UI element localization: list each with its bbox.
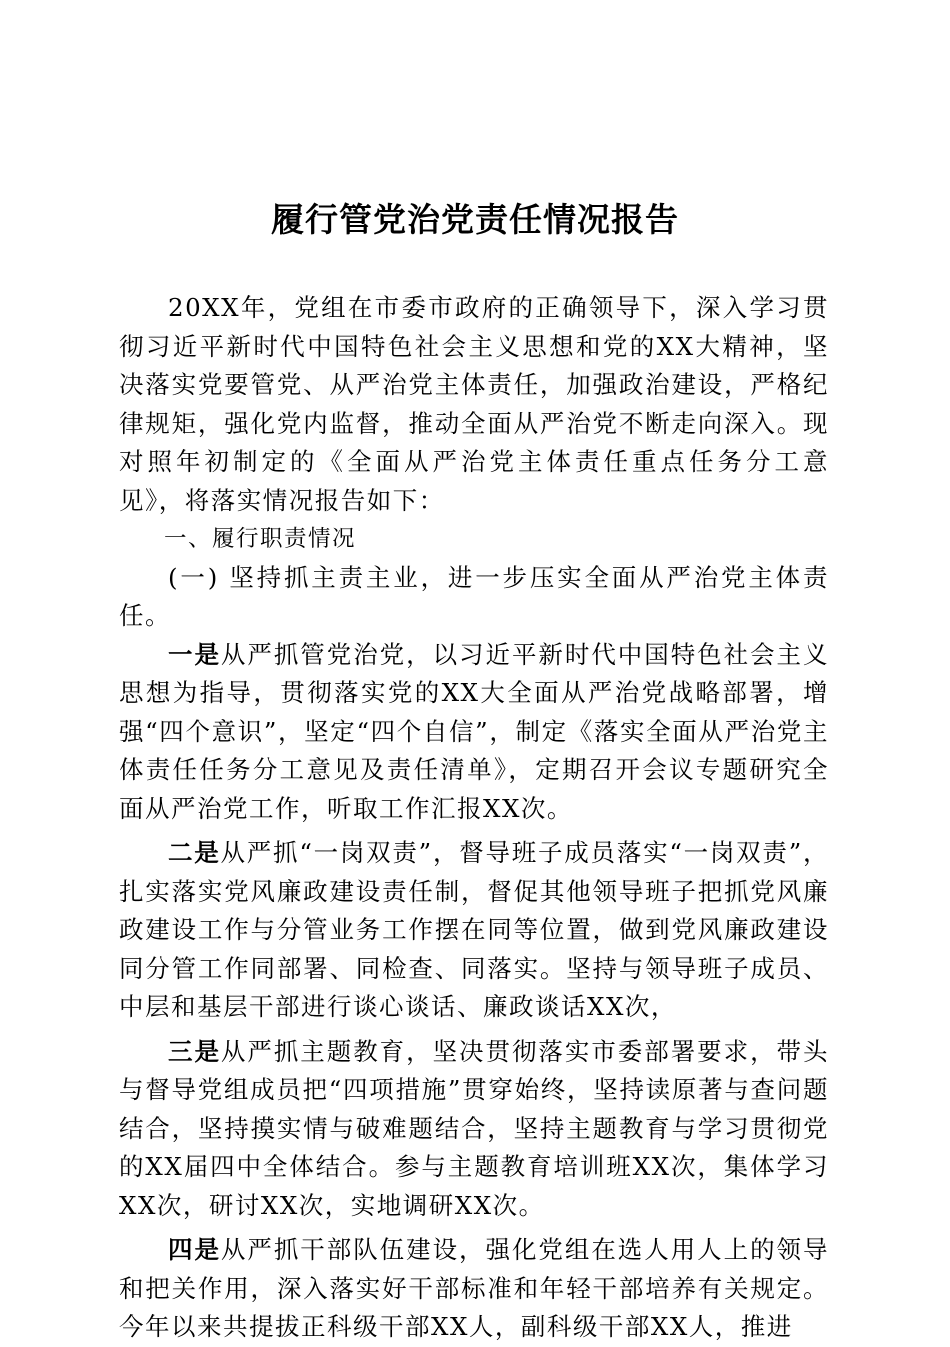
item-text-2: 从严抓“一岗双责”，督导班子成员落实“一岗双责”，扎实落实党风廉政建设责任制，督促其他领导班子把抓党风廉政建设工作与分管业务工作摆在同等位置，做到党风廉政建设同分管工作同部署、同检查、同落实。坚持与领导班子成员、中层和基层干部进行谈心谈话、廉政谈话XX次，	[119, 838, 829, 1021]
item-text-1: 从严抓管党治党，以习近平新时代中国特色社会主义思想为指导，贯彻落实党的XX大全面从严治党战略部署，增强“四个意识”，坚定“四个自信”，制定《落实全面从严治党主体责任任务分工意见及责任清单》，定期召开会议专题研究全面从严治党工作，听取工作汇报XX次。	[119, 639, 830, 823]
item-lead-4: 四是	[168, 1235, 221, 1264]
item-paragraph-4	[119, 1231, 829, 1347]
intro-paragraph: 20XX年，党组在市委市政府的正确领导下，深入学习贯彻习近平新时代中国特色社会主义思想和党的XX大精神，坚决落实党要管党、从严治党主体责任，加强政治建设，严格纪律规矩，强化党内监督，推动全面从严治党不断走向深入。现对照年初制定的《全面从严治党主体责任重点任务分工意见》，将落实情况报告如下：	[119, 293, 829, 515]
item-lead-1: 一是	[168, 639, 221, 669]
document-body	[119, 289, 829, 1347]
item-lead-3: 三是	[168, 1036, 221, 1066]
item-paragraph-3	[119, 1033, 829, 1226]
item-text-3: 从严抓主题教育，坚决贯彻落实市委部署要求，带头与督导党组成员把“四项措施”贯穿始终，坚持读原著与查问题结合，坚持摸实情与破难题结合，坚持主题教育与学习贯彻党的XX届四中全体结合。参与主题教育培训班XX次，集体学习XX次，研讨XX次，实地调研XX次。	[119, 1036, 830, 1220]
item-paragraph-2	[119, 834, 829, 1027]
document-title: 履行管党治党责任情况报告	[271, 200, 679, 239]
subsection-heading: (一) 坚持抓主责主业，进一步压实全面从严治党主体责任。	[119, 562, 829, 630]
item-paragraph-1	[119, 636, 829, 829]
item-lead-2: 二是	[168, 838, 221, 867]
section-heading: 一、履行职责情况	[164, 526, 357, 552]
item-text-4: 从严抓干部队伍建设，强化党组在选人用人上的领导和把关作用，深入落实好干部标准和年轻干部培养有关规定。今年以来共提拔正科级干部XX人，副科级干部XX人，推进	[119, 1235, 830, 1341]
